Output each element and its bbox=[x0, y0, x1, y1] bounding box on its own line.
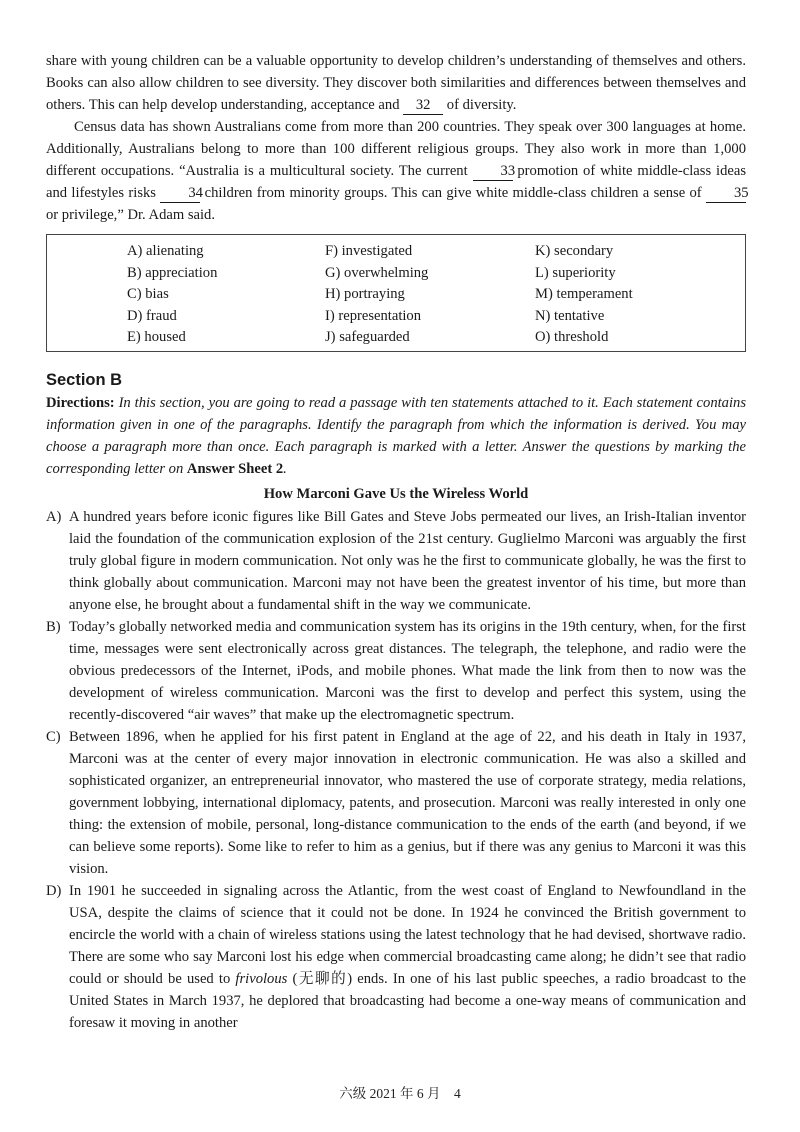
word-bank-column-2 bbox=[325, 241, 428, 349]
word-option-d: D) fraud bbox=[127, 307, 177, 324]
paragraph-letter: B) bbox=[46, 619, 61, 635]
intro-paragraph-2 bbox=[46, 116, 749, 226]
intro-paragraph-1 bbox=[46, 50, 746, 116]
paragraph-text-part: In 1901 he succeeded in signaling across the Atlantic, from the west coast of England to Newfoundland in the USA, despite the claims of science that it could not be done. In 1924 he convinced the British government to encircle the world with a chain of wireless stations using the latest technology that he had devised, shortwave radio. There are some who say Marconi lost his edge when commercial broadcasting came along; he didn’t see that radio could or should be used to bbox=[69, 883, 746, 987]
word-option-f: F) investigated bbox=[325, 243, 413, 259]
blank-33: 33 bbox=[473, 162, 513, 181]
word-option-a: A) alienating bbox=[127, 243, 204, 259]
paragraph-text bbox=[69, 880, 746, 1034]
blank-35: 35 bbox=[706, 184, 746, 203]
word-bank-column-1 bbox=[127, 241, 217, 349]
directions-text: In this section, you are going to read a passage with ten statements attached to it. Each statement contains information given in one of the paragraphs. Identify the paragraph from which the information is derived. You may choose a paragraph more than once. Each paragraph is marked with a letter. Answer the questions by marking the corresponding letter on bbox=[46, 395, 746, 477]
article-title: How Marconi Gave Us the Wireless World bbox=[263, 486, 529, 502]
emphasized-word: frivolous bbox=[235, 971, 288, 987]
directions-text: . bbox=[283, 461, 287, 477]
paragraph-text: Today’s globally networked media and communication system has its origins in the 19th century, when, for the first time, messages were sent electronically across great distances. The telegraph, the telephone, and radio were the obvious predecessors of the Internet, iPods, and mobile phones. What made the link from then to now was the development of wireless communication. Marconi was the first to develop and perfect this system, using the recently-discovered “air waves” that make up the electromagnetic spectrum. bbox=[69, 619, 746, 723]
paragraph-b bbox=[46, 616, 746, 726]
word-option-o: O) threshold bbox=[535, 329, 609, 345]
paragraph-text-part: (无聊的) ends. In one of his last public speeches, a radio broadcast to the United States in March 1937, he deplored that broadcasting had become a one-way means of communication and foresaw it moving in another bbox=[69, 971, 746, 1031]
word-option-k: K) secondary bbox=[535, 243, 614, 259]
section-b-title: Section B bbox=[46, 371, 123, 389]
word-bank-box bbox=[46, 234, 746, 352]
word-option-c: C) bias bbox=[127, 286, 169, 302]
directions bbox=[46, 392, 746, 480]
paragraph-letter: C) bbox=[46, 729, 61, 745]
paragraph-a bbox=[46, 506, 746, 616]
word-option-j: J) safeguarded bbox=[325, 329, 410, 345]
page-footer: 六级 2021 年 6 月 4 bbox=[339, 1086, 461, 1101]
paragraph-text: A hundred years before iconic figures like Bill Gates and Steve Jobs permeated our lives, an Irish-Italian inventor laid the foundation of the communication explosion of the 21st century. Guglielmo Marconi was arguably the first truly global figure in modern communication. Not only was he the first to communicate globally, he was the first to think globally about communication. Marconi may not have been the greatest inventor of his time, but more than anyone else, he brought about a fundamental shift in the way we communicate. bbox=[69, 509, 746, 613]
directions-label: Directions: bbox=[46, 395, 115, 411]
word-option-e: E) housed bbox=[127, 329, 186, 345]
intro-text: promotion of white middle-class ideas and lifestyles risks bbox=[46, 163, 746, 201]
word-option-n: N) tentative bbox=[535, 307, 605, 324]
intro-text: or privilege,” Dr. Adam said. bbox=[46, 207, 216, 223]
word-bank-column-3 bbox=[535, 241, 633, 349]
intro-text: children from minority groups. This can give white middle-class children a sense of bbox=[200, 185, 706, 201]
paragraph-c bbox=[46, 726, 746, 880]
page-content bbox=[46, 50, 749, 1034]
paragraph-text: Between 1896, when he applied for his first patent in England at the age of 22, and his death in Italy in 1937, Marconi was at the center of every major innovation in electronic communication. He was also a skilled and sophisticated organizer, an entrepreneurial innovator, who mastered the use of corporate strategy, media relations, government lobbying, international diplomacy, patents, and prosecution. Marconi was really interested in only one thing: the extension of mobile, personal, long-distance communication to the ends of the earth (and beyond, if we can believe some reports). Some like to refer to him as a genius, but if there was any genius to Marconi it was this vision. bbox=[69, 729, 746, 877]
word-option-m: M) temperament bbox=[535, 286, 633, 302]
word-option-g: G) overwhelming bbox=[325, 264, 429, 281]
intro-text: of diversity. bbox=[443, 97, 517, 113]
intro-text: share with young children can be a valuable opportunity to develop children’s understanding of themselves and others. Books can also allow children to see diversity. They discover both similarities and differences between themselves and others. This can help develop understanding, acceptance and bbox=[46, 53, 746, 113]
paragraph-d bbox=[46, 880, 746, 1034]
blank-32: 32 bbox=[403, 96, 443, 115]
answer-sheet-label: Answer Sheet 2 bbox=[186, 461, 284, 477]
paragraph-letter: A) bbox=[46, 509, 62, 525]
word-option-h: H) portraying bbox=[325, 286, 405, 302]
word-option-b: B) appreciation bbox=[127, 264, 218, 281]
blank-34: 34 bbox=[160, 184, 200, 203]
intro-text: Census data has shown Australians come from more than 200 countries. They speak over 300 languages at home. Additionally, Australians belong to more than 100 different religious groups. They also work in more than 1,000 different occupations. “Australia is a multicultural society. The current bbox=[46, 119, 746, 179]
word-option-i: I) representation bbox=[325, 307, 422, 324]
word-option-l: L) superiority bbox=[535, 264, 616, 281]
paragraph-letter: D) bbox=[46, 883, 62, 899]
